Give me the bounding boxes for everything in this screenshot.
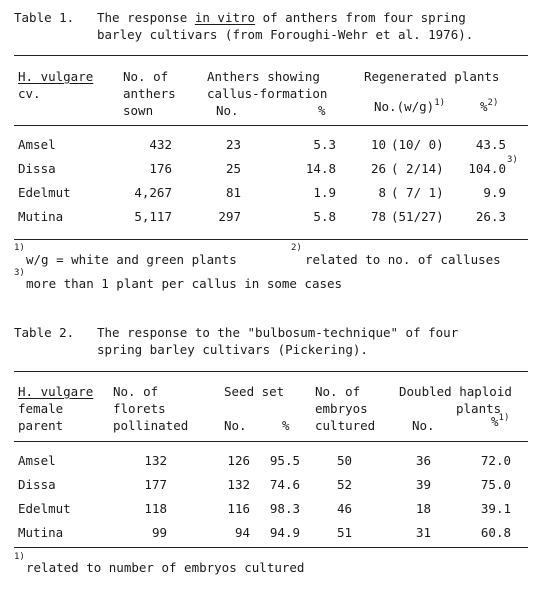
row-regen-wg: (51/27)	[391, 209, 444, 224]
row-regen-no: 78	[370, 209, 386, 224]
row-callus-no: 25	[225, 161, 241, 176]
florets-header-1: No. of	[113, 384, 159, 399]
cv-header: cv.	[18, 86, 41, 101]
regen-header: Regenerated plants	[364, 69, 500, 84]
regen-no-label: No.(w/g)	[374, 99, 435, 114]
row-cv: Amsel	[18, 453, 56, 468]
row-sown: 4,267	[134, 185, 172, 200]
table2-header-rule	[14, 441, 528, 442]
species-header: H. vulgare	[18, 69, 94, 84]
table2-label: Table 2.	[14, 325, 75, 340]
row-seed-no: 132	[227, 477, 250, 492]
table2-bottom-rule	[14, 547, 528, 548]
caption-text: of anthers from four spring	[255, 10, 466, 25]
row-regen-pct: 9.9	[483, 185, 506, 200]
row-callus-pct: 5.8	[313, 209, 336, 224]
row-dh-no: 18	[415, 501, 431, 516]
row-cv: Edelmut	[18, 185, 71, 200]
callus-header-1: Anthers showing	[207, 69, 320, 84]
sown-header-2: anthers	[123, 86, 176, 101]
regen-pct-label: %	[480, 99, 488, 114]
row-florets: 132	[144, 453, 167, 468]
footnote-mark: 1)	[14, 243, 25, 253]
row-dh-pct: 75.0	[480, 477, 511, 492]
row-sown: 432	[149, 137, 172, 152]
florets-header-2: florets	[113, 401, 166, 416]
footnote-text: related to no. of calluses	[305, 252, 501, 267]
dh-header-1: Doubled haploid	[399, 384, 512, 399]
footnote-text: more than 1 plant per callus in some cases	[26, 276, 343, 291]
callus-no-header: No.	[216, 103, 239, 118]
caption-in-vitro: in vitro	[194, 10, 256, 25]
table1-header-rule	[14, 125, 528, 126]
row-embryos: 51	[336, 525, 352, 540]
row-regen-no: 26	[370, 161, 386, 176]
row-dh-no: 36	[415, 453, 431, 468]
row-dh-pct: 39.1	[480, 501, 511, 516]
row-embryos: 50	[336, 453, 352, 468]
row-seed-no: 116	[227, 501, 250, 516]
row-embryos: 46	[336, 501, 352, 516]
table1-caption-line1	[97, 12, 466, 25]
row-florets: 118	[144, 501, 167, 516]
row-regen-no: 8	[378, 185, 386, 200]
row-embryos: 52	[336, 477, 352, 492]
row-regen-wg: ( 2/14)	[391, 161, 444, 176]
row-seed-pct: 94.9	[269, 525, 300, 540]
row-sown: 176	[149, 161, 172, 176]
row-seed-no: 126	[227, 453, 250, 468]
callus-header-2: callus-formation	[207, 86, 328, 101]
callus-pct-header: %	[318, 103, 326, 118]
footnote-text: related to number of embryos cultured	[26, 560, 305, 575]
row-sown: 5,117	[134, 209, 172, 224]
row-regen-wg: (10/ 0)	[391, 137, 444, 152]
table2-top-rule	[14, 371, 528, 372]
table1-bottom-rule	[14, 239, 528, 240]
female-header: female	[18, 401, 64, 416]
regen-no-header	[374, 98, 446, 114]
row-dh-pct: 60.8	[480, 525, 511, 540]
caption-text: The response	[97, 10, 195, 25]
row-dh-no: 31	[415, 525, 431, 540]
sown-header-1: No. of	[123, 69, 169, 84]
row-regen-pct: 43.5	[475, 137, 506, 152]
seed-header: Seed set	[224, 384, 285, 399]
embryos-header-1: No. of	[315, 384, 361, 399]
footnote-ref: 2)	[487, 98, 499, 108]
table1-top-rule	[14, 55, 528, 56]
table2-caption-line1: The response to the "bulbosum-technique" of four	[97, 325, 459, 340]
footnote-mark: 2)	[291, 243, 302, 253]
dh-no-header: No.	[412, 418, 435, 433]
row-florets: 177	[144, 477, 167, 492]
row-seed-pct: 98.3	[269, 501, 300, 516]
seed-no-header: No.	[224, 418, 247, 433]
row-regen-wg: ( 7/ 1)	[391, 185, 444, 200]
footnote-ref: 1)	[498, 413, 510, 423]
parent-header: parent	[18, 418, 64, 433]
table2-caption-line2: spring barley cultivars (Pickering).	[97, 342, 368, 357]
row-callus-pct: 14.8	[305, 161, 336, 176]
florets-header-3: pollinated	[113, 418, 189, 433]
footnote-ref: 3)	[507, 155, 518, 165]
footnote-ref: 1)	[434, 98, 446, 108]
row-cv: Dissa	[18, 161, 56, 176]
row-callus-no: 23	[225, 137, 241, 152]
dh-pct-label: %	[491, 414, 499, 429]
row-dh-pct: 72.0	[480, 453, 511, 468]
footnote-mark: 3)	[14, 268, 25, 278]
row-callus-no: 81	[225, 185, 241, 200]
row-dh-no: 39	[415, 477, 431, 492]
row-seed-pct: 95.5	[269, 453, 300, 468]
table1-caption-line2: barley cultivars (from Foroughi-Wehr et al. 1976).	[97, 27, 474, 42]
dh-header-2: plants	[456, 401, 502, 416]
row-cv: Mutina	[18, 209, 64, 224]
row-regen-pct: 104.0	[468, 161, 506, 176]
regen-pct-header	[480, 98, 499, 114]
footnote-mark: 1)	[14, 552, 25, 562]
embryos-header-3: cultured	[315, 418, 376, 433]
row-regen-pct: 26.3	[475, 209, 506, 224]
row-cv: Amsel	[18, 137, 56, 152]
row-seed-no: 94	[234, 525, 250, 540]
row-florets: 99	[151, 525, 167, 540]
row-regen-no: 10	[370, 137, 386, 152]
row-cv: Mutina	[18, 525, 64, 540]
footnote-text: w/g = white and green plants	[26, 252, 237, 267]
dh-pct-header	[491, 413, 510, 429]
row-callus-pct: 5.3	[313, 137, 336, 152]
embryos-header-2: embryos	[315, 401, 368, 416]
row-callus-pct: 1.9	[313, 185, 336, 200]
row-cv: Dissa	[18, 477, 56, 492]
row-cv: Edelmut	[18, 501, 71, 516]
table1-label: Table 1.	[14, 10, 75, 25]
species-header: H. vulgare	[18, 384, 94, 399]
sown-header-3: sown	[123, 103, 154, 118]
row-callus-no: 297	[218, 209, 241, 224]
row-seed-pct: 74.6	[269, 477, 300, 492]
seed-pct-header: %	[282, 418, 290, 433]
